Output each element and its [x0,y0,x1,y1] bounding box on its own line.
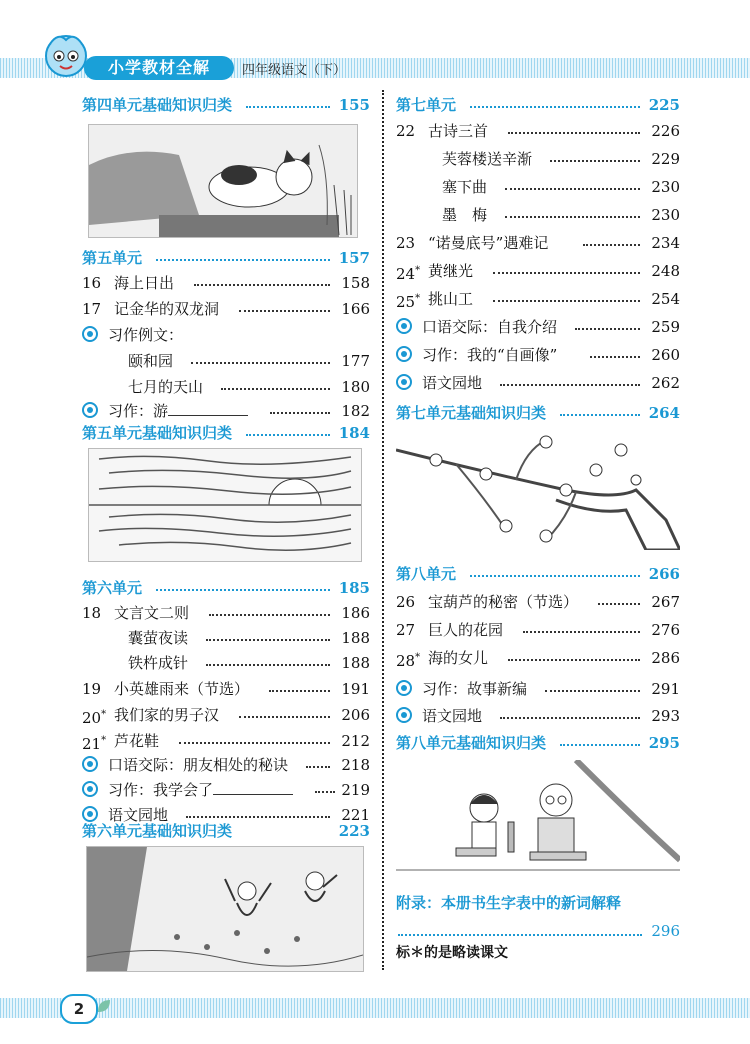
toc-entry[interactable] [82,650,370,676]
appendix-title[interactable]: 附录：本册书生字表中的新词解释 [396,894,622,912]
entry-text: 语文园地 [422,374,483,392]
sunset-illustration [88,448,362,562]
leader-dots [470,575,640,577]
leader-dots [246,106,330,108]
lesson-title [428,118,488,144]
entry-text: 语文园地 [108,806,169,824]
toc-entry[interactable] [82,92,370,118]
entry-text: 铁杵成针 [128,654,189,672]
bullet-icon [396,318,412,334]
page-ref: 234 [651,234,680,252]
bullet-icon [396,346,412,362]
unit-title [396,730,546,756]
leader-dots [493,300,640,302]
unit-title [396,400,546,426]
toc-entry[interactable] [82,296,370,322]
entry-text: 第五单元基础知识归类 [82,424,233,442]
entry-text: 芙蓉楼送辛渐 [442,150,533,168]
page-ref: 188 [341,654,370,672]
leader-dots [156,259,330,261]
mascot-icon [38,30,94,86]
page-ref: 264 [648,404,680,422]
bullet-icon [396,707,412,723]
appendix-page: 296 [651,922,680,940]
unit-title [82,420,232,446]
page-ref: 259 [651,318,680,336]
poem-title [128,650,188,676]
toc-entry[interactable] [396,730,680,756]
page-ref: 254 [651,290,680,308]
entry-text: 塞下曲 [442,178,488,196]
kitten-illustration [88,124,358,238]
lesson-title [428,286,473,312]
lesson-number: 27 [396,621,416,639]
bullet-icon [82,402,98,418]
section-title [396,676,527,702]
section-title [82,322,183,348]
page-ref: 293 [651,707,680,725]
toc-entry[interactable] [82,575,370,601]
leader-dots [239,310,330,312]
bullet-icon [82,326,98,342]
section-title [82,777,293,803]
grandpa-boy-illustration [396,760,680,884]
page-ref: 155 [338,96,370,114]
lesson-number: 22 [396,122,416,140]
bullet-icon [396,374,412,390]
entry-text: 口语交际：朋友相处的秘诀 [108,756,289,774]
page-ref: 182 [341,402,370,420]
appendix-dots [398,934,642,936]
page-ref: 166 [341,300,370,318]
page-ref: 248 [651,262,680,280]
entry-text: 习作例文： [108,326,184,344]
entry-text: 第七单元基础知识归类 [396,404,547,422]
leader-dots [508,659,640,661]
leader-dots [550,160,640,162]
toc-entry[interactable] [396,589,680,615]
toc-entry[interactable] [82,777,370,803]
page-ref: 186 [341,604,370,622]
unit-title [82,575,142,601]
swimmers-illustration [86,846,364,972]
poem-title [128,348,173,374]
leader-dots [505,216,640,218]
poem-title [128,625,188,651]
toc-entry[interactable] [396,146,680,172]
toc-entry[interactable] [396,258,680,284]
lesson-title [428,589,578,615]
page-ref: 221 [341,806,370,824]
leader-dots [590,356,640,358]
toc-entry[interactable] [396,645,680,671]
page-ref: 184 [338,424,370,442]
entry-text: 七月的天山 [128,378,204,396]
toc-entry[interactable] [82,374,370,400]
entry-text: 习作：游 [108,402,169,420]
book-subtitle: 四年级语文（下） [242,63,347,78]
poem-title [442,146,532,172]
lesson-title [114,702,219,728]
toc-entry[interactable] [82,420,370,446]
entry-text: 颐和园 [128,352,174,370]
unit-title [396,561,456,587]
entry-text: 海上日出 [114,274,175,292]
entry-text: 芦花鞋 [114,732,160,750]
optional-mark: * [101,735,107,746]
section-title [396,370,482,396]
footer-band [0,998,750,1018]
entry-text: “诺曼底号”遇难记 [428,234,549,252]
leader-dots [493,272,640,274]
toc-entry[interactable] [396,676,680,702]
bullet-icon [396,680,412,696]
optional-mark: * [415,652,421,663]
plum-branch-illustration [396,430,680,550]
page-ref: 212 [341,732,370,750]
lesson-number: 18 [82,604,102,622]
entry-text: 囊萤夜读 [128,629,189,647]
entry-text: 墨 梅 [442,206,488,224]
bullet-icon [82,781,98,797]
leaf-icon [96,998,112,1014]
optional-mark: * [415,293,421,304]
toc-entry[interactable] [396,617,680,643]
leader-dots [206,664,330,666]
leader-dots [246,434,330,436]
optional-mark: * [101,709,107,720]
entry-text: 第八单元基础知识归类 [396,734,547,752]
fill-blank [168,401,248,416]
entry-text: 语文园地 [422,707,483,725]
toc-entry[interactable] [82,702,370,728]
lesson-number: 23 [396,234,416,252]
leader-dots [545,690,640,692]
unit-title [82,92,232,118]
fill-blank [213,780,293,795]
page-ref: 260 [651,346,680,364]
toc-entry[interactable] [396,202,680,228]
page-ref: 286 [651,649,680,667]
page-ref: 266 [648,565,680,583]
entry-text: 第五单元 [82,249,143,267]
section-title [396,342,557,368]
page-ref: 218 [341,756,370,774]
lesson-number: 20* [82,709,107,727]
leader-dots [209,614,330,616]
entry-text: 巨人的花园 [428,621,504,639]
lesson-title [114,676,249,702]
lesson-title [428,230,548,256]
entry-text: 第七单元 [396,96,457,114]
leader-dots [315,791,335,793]
toc-entry[interactable] [396,118,680,144]
page-ref: 230 [651,178,680,196]
entry-text: 习作：我的“自画像” [422,346,558,364]
entry-text: 小英雄雨来（节选） [114,680,250,698]
lesson-title [114,728,159,754]
section-title [82,752,288,778]
section-title [396,314,557,340]
toc-entry[interactable] [396,342,680,368]
lesson-number: 21* [82,735,107,753]
leader-dots [598,603,640,605]
leader-dots [269,690,330,692]
bullet-icon [82,756,98,772]
unit-title [82,245,142,271]
entry-text: 习作：我学会了 [108,781,214,799]
page-ref: 158 [341,274,370,292]
entry-text: 古诗三首 [428,122,489,140]
leader-dots [191,362,330,364]
leader-dots [270,412,330,414]
optional-mark: * [415,265,421,276]
leader-dots [500,717,640,719]
toc-entry[interactable] [396,174,680,200]
leader-dots [583,244,640,246]
page-ref: 185 [338,579,370,597]
page-ref: 188 [341,629,370,647]
page-ref: 177 [341,352,370,370]
page-ref: 180 [341,378,370,396]
page-ref: 219 [341,781,370,799]
entry-text: 文言文二则 [114,604,190,622]
toc-entry[interactable] [82,625,370,651]
toc-entry[interactable] [82,600,370,626]
lesson-number: 19 [82,680,102,698]
footnote: 标＊的是略读课文 [396,945,508,961]
entry-text: 第四单元基础知识归类 [82,96,233,114]
lesson-title [114,296,219,322]
brand-badge: 小学教材全解 [84,56,234,80]
entry-text: 黄继光 [428,262,474,280]
entry-text: 第八单元 [396,565,457,583]
lesson-number: 24* [396,265,421,283]
leader-dots [575,328,640,330]
toc-entry[interactable] [82,322,370,348]
toc-entry[interactable] [82,270,370,296]
leader-dots [560,414,640,416]
lesson-title [428,645,488,671]
leader-dots [560,744,640,746]
column-divider [382,90,384,970]
page-ref: 291 [651,680,680,698]
section-title [396,703,482,729]
leader-dots [239,716,330,718]
page-ref: 267 [651,593,680,611]
toc-entry[interactable] [82,818,370,844]
lesson-number: 28* [396,652,421,670]
leader-dots [470,106,640,108]
leader-dots [156,589,330,591]
leader-dots [505,188,640,190]
lesson-title [114,270,174,296]
page-ref: 230 [651,206,680,224]
lesson-title [428,617,503,643]
leader-dots [221,388,330,390]
toc-entry[interactable] [82,752,370,778]
page-ref: 295 [648,734,680,752]
toc-entry[interactable] [396,92,680,118]
leader-dots [500,384,640,386]
entry-text: 海的女儿 [428,649,489,667]
page-ref: 223 [338,822,370,840]
lesson-title [428,258,473,284]
toc-entry[interactable] [82,245,370,271]
poem-title [128,374,203,400]
entry-text: 第六单元基础知识归类 [82,822,233,840]
leader-dots [306,766,330,768]
page-number: 2 [60,994,98,1024]
lesson-number: 17 [82,300,102,318]
toc-entry[interactable] [82,728,370,754]
page-ref: 262 [651,374,680,392]
leader-dots [508,132,640,134]
page-ref: 276 [651,621,680,639]
lesson-number: 26 [396,593,416,611]
poem-title [442,174,487,200]
page-ref: 206 [341,706,370,724]
toc-entry[interactable] [396,703,680,729]
entry-text: 第六单元 [82,579,143,597]
unit-title [396,92,456,118]
entry-text: 习作：故事新编 [422,680,528,698]
leader-dots [206,639,330,641]
entry-text: 口语交际：自我介绍 [422,318,558,336]
lesson-number: 16 [82,274,102,292]
leader-dots [179,742,330,744]
lesson-number: 25* [396,293,421,311]
entry-text: 宝葫芦的秘密（节选） [428,593,579,611]
toc-entry[interactable] [396,561,680,587]
page-ref: 157 [338,249,370,267]
page-ref: 191 [341,680,370,698]
entry-text: 我们家的男子汉 [114,706,220,724]
toc-entry[interactable] [396,370,680,396]
toc-entry[interactable] [396,400,680,426]
toc-entry[interactable] [82,676,370,702]
page-ref: 225 [648,96,680,114]
leader-dots [194,284,330,286]
entry-text: 记金华的双龙洞 [114,300,220,318]
toc-entry[interactable] [396,230,680,256]
unit-title [82,818,232,844]
toc-entry[interactable] [82,348,370,374]
poem-title [442,202,487,228]
entry-text: 挑山工 [428,290,474,308]
lesson-title [114,600,189,626]
page-ref: 229 [651,150,680,168]
page-ref: 226 [651,122,680,140]
leader-dots [523,631,640,633]
toc-entry[interactable] [396,314,680,340]
toc-entry[interactable] [396,286,680,312]
